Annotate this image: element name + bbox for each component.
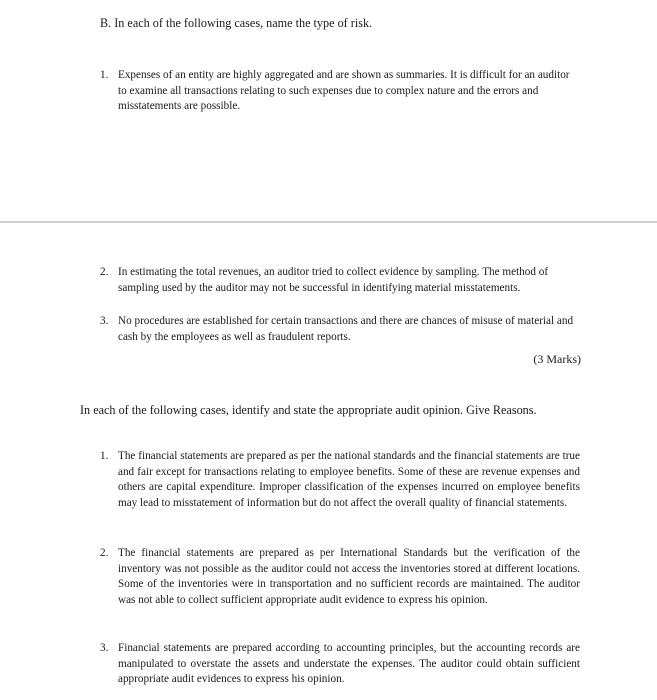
opinion-case-2-text: The financial statements are prepared as per International Standards but the verification of the inventory was not possible as the auditor could not access the inventories stored at different locations. Some of the inventories were in transportation and no sufficient records are maintained. The auditor was not able to collect sufficient appropriate audit evidence to express his opinion. [118,547,580,606]
opinion-case-3 [100,641,580,688]
risk-case-3-number: 3. [100,315,109,327]
risk-case-1 [100,68,580,115]
opinion-case-1 [100,449,580,511]
opinion-case-2 [100,546,580,608]
risk-case-3 [100,314,580,345]
risk-case-1-text: Expenses of an entity are highly aggregated and are shown as summaries. It is difficult for an auditor to examine all transactions relating to such expenses due to complex nature and the errors and misstatements are possible. [118,69,570,113]
opinion-case-3-number: 3. [100,642,109,654]
section-c-heading: In each of the following cases, identify and state the appropriate audit opinion. Give Reasons. [80,403,537,417]
risk-case-1-number: 1. [100,69,109,81]
risk-case-2-number: 2. [100,266,109,278]
opinion-case-2-number: 2. [100,547,109,559]
risk-case-2 [100,265,580,296]
risk-case-3-text: No procedures are established for certain transactions and there are chances of misuse of material and cash by the employees as well as fraudulent reports. [118,315,574,343]
risk-case-2-text: In estimating the total revenues, an auditor tried to collect evidence by sampling. The method of sampling used by the auditor may not be successful in identifying material misstatements. [118,266,549,294]
opinion-case-1-text: The financial statements are prepared as per the national standards and the financial statements are true and fair except for transactions relating to employee benefits. Some of these are revenue expenses and others are capital expenditure. Improper classification of the expenses incurred on employee benefits may lead to misstatement of information but do not affect the overall quality of financial statements. [118,450,580,509]
section-b-heading: B. In each of the following cases, name the type of risk. [100,16,373,30]
marks-label: (3 Marks) [533,352,581,366]
page-top [0,0,657,221]
opinion-case-3-text: Financial statements are prepared according to accounting principles, but the accounting records are manipulated to overstate the assets and understate the expenses. The auditor could obtain sufficient appropriate audit evidences to express his opinion. [118,642,580,686]
page-bottom [0,223,657,700]
opinion-case-1-number: 1. [100,450,109,462]
